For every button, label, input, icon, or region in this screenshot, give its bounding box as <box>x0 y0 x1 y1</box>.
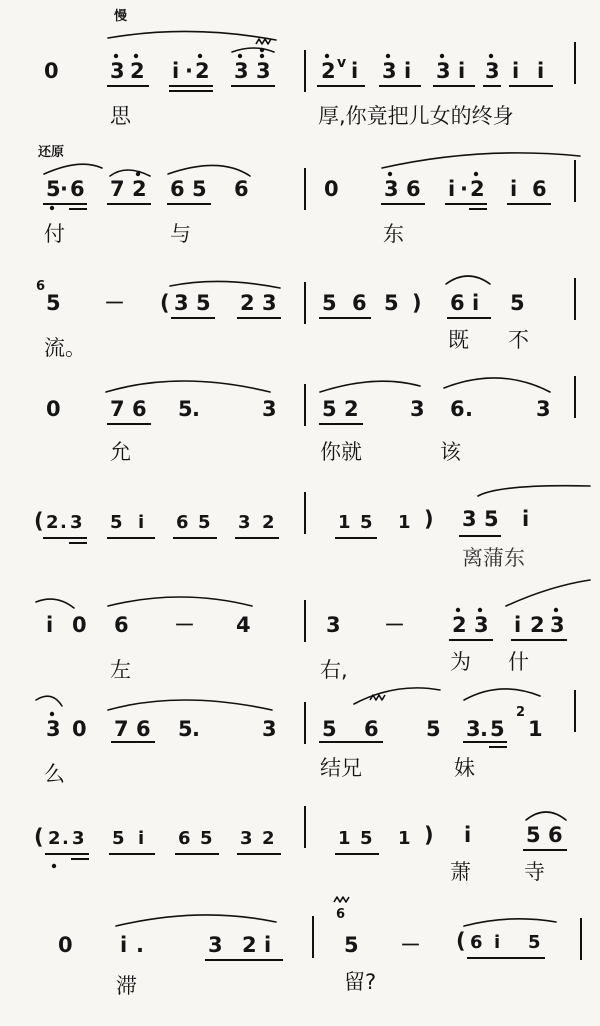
grace-note: 6 <box>36 279 46 294</box>
note: 2 <box>530 613 545 637</box>
note: 2 <box>48 828 61 849</box>
note: i <box>138 828 145 849</box>
lyric: 寺 <box>524 860 545 884</box>
paren: ) <box>412 291 422 315</box>
note: 5 <box>510 291 525 315</box>
note: 6 <box>450 397 465 421</box>
lyric: 思 <box>110 104 131 128</box>
lyric: 为 <box>450 650 471 674</box>
note: 6 <box>352 291 367 315</box>
slur <box>168 165 250 176</box>
note: 2 <box>262 512 275 533</box>
lyric: 付 <box>44 222 65 246</box>
note: 5 <box>490 717 505 741</box>
lyric: 留? <box>344 970 377 994</box>
note: 3 <box>382 59 397 83</box>
mordent <box>334 897 349 902</box>
lyric: 既 <box>448 328 469 352</box>
note: 5 <box>46 291 61 315</box>
note: 3 <box>410 397 425 421</box>
note: 7 <box>110 397 125 421</box>
barline <box>304 384 306 426</box>
note: 4 <box>236 613 251 637</box>
lyric: 你就 <box>320 440 362 464</box>
note: . <box>465 397 473 421</box>
note: 1 <box>528 717 543 741</box>
note: · <box>460 177 468 201</box>
slur <box>36 599 74 608</box>
barline <box>580 918 582 960</box>
note: 2 <box>195 59 210 83</box>
note: 6 <box>548 823 563 847</box>
paren: ) <box>424 507 434 531</box>
note: 7 <box>114 717 129 741</box>
note: i <box>464 823 472 847</box>
note: 6 <box>170 177 185 201</box>
barline <box>304 702 306 744</box>
note: 3 <box>238 512 251 533</box>
note: i <box>458 59 466 83</box>
note: 6 <box>132 397 147 421</box>
note: 3 <box>436 59 451 83</box>
lyric: 么 <box>44 762 65 786</box>
note: i <box>46 613 54 637</box>
note: i <box>138 512 145 533</box>
note: 1 <box>398 828 411 849</box>
slur <box>478 486 590 496</box>
note: i <box>510 177 518 201</box>
note: · <box>60 177 68 201</box>
lyric: 结兄 <box>320 756 362 780</box>
note: . <box>480 717 488 741</box>
slur <box>170 281 280 288</box>
lyric: 东 <box>383 222 404 246</box>
note: 5 <box>526 823 541 847</box>
note: 3 <box>485 59 500 83</box>
note: . <box>60 512 67 533</box>
note: 5 <box>384 291 399 315</box>
barline <box>304 168 306 210</box>
note: 1 <box>338 828 351 849</box>
note: 3 <box>234 59 249 83</box>
note: 5 <box>528 932 541 953</box>
note: 5 <box>110 512 123 533</box>
note: i <box>512 59 520 83</box>
note: 2 <box>240 291 255 315</box>
note: 5 <box>322 717 337 741</box>
lyric: 滞 <box>116 974 137 998</box>
slur <box>446 276 490 284</box>
note: 3 <box>536 397 551 421</box>
breath-mark: ⅴ <box>337 55 347 71</box>
note: i <box>264 933 272 957</box>
note: 3 <box>326 613 341 637</box>
note: － <box>174 613 195 637</box>
lyric: 妹 <box>454 756 475 780</box>
barline <box>574 278 576 320</box>
note: 1 <box>338 512 351 533</box>
lyric: 与 <box>170 222 191 246</box>
note: 5 <box>178 397 193 421</box>
note: 0 <box>44 59 59 83</box>
lyric: 允 <box>110 440 131 464</box>
note: i <box>537 59 545 83</box>
note: 5 <box>46 177 61 201</box>
note: 2 <box>132 177 147 201</box>
tempo-return-mark: 还原 <box>38 145 65 160</box>
lyric: 流。 <box>44 336 86 360</box>
note: 3 <box>474 613 489 637</box>
note: 2 <box>262 828 275 849</box>
barline <box>304 806 306 848</box>
slur <box>444 378 550 392</box>
note: 1 <box>398 512 411 533</box>
slur <box>464 689 540 700</box>
slur <box>354 688 440 704</box>
slur <box>116 915 276 926</box>
note: 3 <box>240 828 253 849</box>
barline <box>574 690 576 732</box>
note: － <box>384 613 405 637</box>
paren: ( <box>456 929 466 953</box>
note: 3 <box>256 59 271 83</box>
note: 3 <box>466 717 481 741</box>
note: 2 <box>242 933 257 957</box>
note: 5 <box>196 291 211 315</box>
lyric: 什 <box>508 650 529 674</box>
note: i <box>404 59 412 83</box>
note: i <box>472 291 480 315</box>
note: 5 <box>322 397 337 421</box>
note: i <box>514 613 522 637</box>
slur <box>108 597 252 606</box>
note: 6 <box>136 717 151 741</box>
note: 5 <box>484 507 499 531</box>
note: 2 <box>470 177 485 201</box>
grace-note: 6 <box>336 907 346 922</box>
note: 5 <box>192 177 207 201</box>
note: 5 <box>322 291 337 315</box>
slur <box>44 164 102 174</box>
note: . <box>62 828 69 849</box>
note: 5 <box>178 717 193 741</box>
note: i <box>522 507 530 531</box>
slur <box>526 812 566 820</box>
note: 5 <box>198 512 211 533</box>
note: i <box>494 932 501 953</box>
note: 5 <box>112 828 125 849</box>
note: 3 <box>208 933 223 957</box>
note: 3 <box>70 512 83 533</box>
barline <box>304 492 306 534</box>
note: 3 <box>550 613 565 637</box>
slur <box>36 696 62 706</box>
note: 6 <box>364 717 379 741</box>
slur <box>506 580 590 606</box>
paren: ( <box>160 291 170 315</box>
lyric: 厚,你竟把儿女的终身 <box>318 104 514 128</box>
note: 3 <box>262 291 277 315</box>
note: 2 <box>46 512 59 533</box>
barline <box>574 160 576 202</box>
lyric: 萧 <box>450 860 471 884</box>
note: i <box>448 177 456 201</box>
note: 5 <box>360 512 373 533</box>
note: 5 <box>344 933 359 957</box>
note: － <box>400 933 421 957</box>
note: － <box>104 291 125 315</box>
lyric: 不 <box>508 328 529 352</box>
note: 3 <box>462 507 477 531</box>
slur <box>108 700 272 710</box>
note: 0 <box>324 177 339 201</box>
note: 0 <box>58 933 73 957</box>
note: i <box>351 59 359 83</box>
note: 6 <box>70 177 85 201</box>
note: 3 <box>384 177 399 201</box>
paren: ) <box>424 823 434 847</box>
note: 5 <box>200 828 213 849</box>
note: 3 <box>72 828 85 849</box>
slur <box>382 153 580 168</box>
note: 3 <box>174 291 189 315</box>
tempo-mark: 慢 <box>114 9 128 24</box>
note: 6 <box>178 828 191 849</box>
note: 0 <box>72 613 87 637</box>
barline <box>312 916 314 958</box>
slur <box>110 170 150 176</box>
note: 6 <box>406 177 421 201</box>
lyric: 该 <box>440 440 461 464</box>
note: 2 <box>344 397 359 421</box>
paren: ( <box>34 509 44 533</box>
note: 6 <box>450 291 465 315</box>
note: · <box>185 59 193 83</box>
note: . <box>192 717 200 741</box>
note: 3 <box>110 59 125 83</box>
barline <box>304 600 306 642</box>
barline <box>304 282 306 324</box>
slur <box>464 919 556 926</box>
note: 0 <box>46 397 61 421</box>
note: 6 <box>532 177 547 201</box>
slur <box>106 381 270 392</box>
note: 3 <box>46 717 61 741</box>
note: 3 <box>262 717 277 741</box>
lyric: 右, <box>320 658 348 682</box>
mordent <box>370 695 385 700</box>
grace-note: 2 <box>516 705 526 720</box>
note: 6 <box>176 512 189 533</box>
note: . <box>136 933 144 957</box>
note: 5 <box>360 828 373 849</box>
note: 6 <box>470 932 483 953</box>
note: 2 <box>452 613 467 637</box>
barline <box>574 376 576 418</box>
note: 5 <box>426 717 441 741</box>
note: 6 <box>234 177 249 201</box>
note: 3 <box>262 397 277 421</box>
note: i <box>172 59 180 83</box>
paren: ( <box>34 825 44 849</box>
lyric: 左 <box>110 658 131 682</box>
slur <box>320 381 420 392</box>
note: 2 <box>130 59 145 83</box>
note: 7 <box>110 177 125 201</box>
note: 6 <box>114 613 129 637</box>
note: . <box>192 397 200 421</box>
note: 0 <box>72 717 87 741</box>
lyric: 离蒲东 <box>462 546 525 570</box>
note: i <box>120 933 128 957</box>
note: 2 <box>321 59 336 83</box>
